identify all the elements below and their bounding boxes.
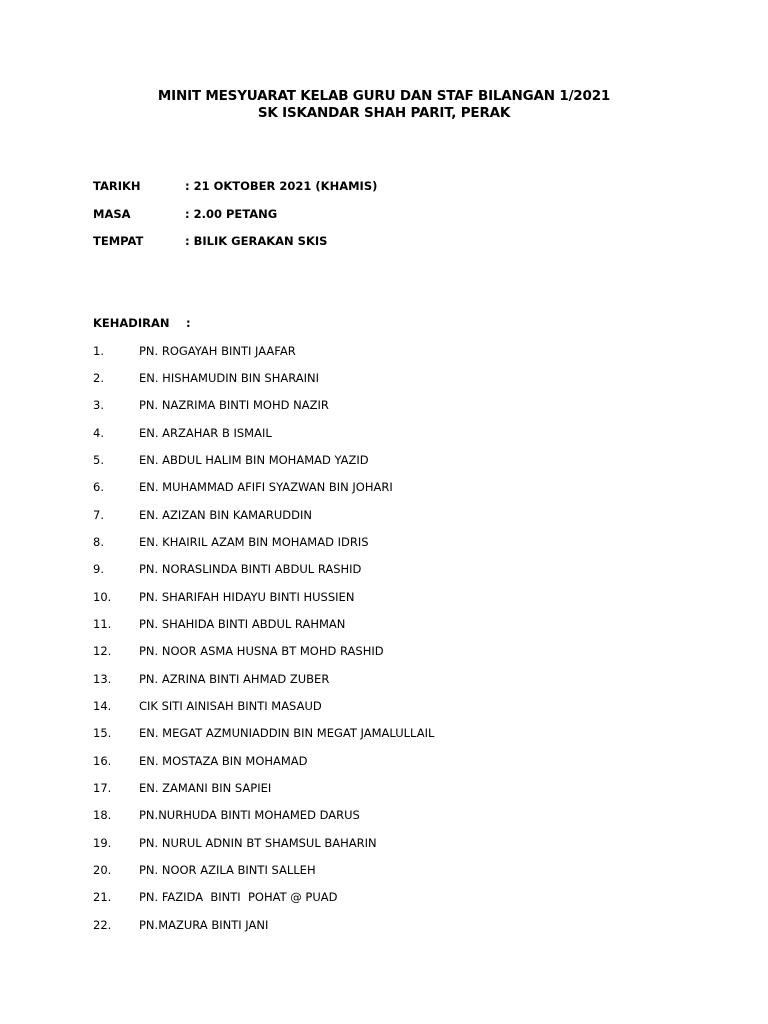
attendee-name: EN. ABDUL HALIM BIN MOHAMAD YAZID bbox=[139, 452, 369, 467]
attendee-list bbox=[93, 343, 434, 945]
list-item bbox=[93, 343, 434, 370]
attendee-number: 13. bbox=[93, 671, 112, 686]
list-item bbox=[93, 616, 434, 643]
attendee-number: 11. bbox=[93, 616, 112, 631]
attendee-name: PN.NURHUDA BINTI MOHAMED DARUS bbox=[139, 808, 360, 823]
list-item bbox=[93, 397, 434, 424]
title-line-meeting: MINIT MESYUARAT KELAB GURU DAN STAF BILANGAN 1/2021 bbox=[157, 88, 611, 104]
list-item bbox=[93, 862, 434, 889]
attendee-number: 3. bbox=[93, 398, 104, 413]
attendee-name: PN. NOOR ASMA HUSNA BT MOHD RASHID bbox=[139, 644, 384, 659]
list-item bbox=[93, 780, 434, 807]
attendee-name: EN. ZAMANI BIN SAPIEI bbox=[139, 781, 272, 795]
attendee-number: 9. bbox=[93, 562, 104, 577]
list-item bbox=[93, 479, 434, 506]
list-item bbox=[93, 561, 434, 588]
attendee-number: 17. bbox=[93, 781, 112, 795]
attendee-name: PN. ROGAYAH BINTI JAAFAR bbox=[139, 343, 296, 358]
attendee-name: EN. KHAIRIL AZAM BIN MOHAMAD IDRIS bbox=[139, 534, 369, 549]
list-item bbox=[93, 643, 434, 670]
list-item bbox=[93, 452, 434, 479]
list-item bbox=[93, 698, 434, 725]
list-item bbox=[93, 725, 434, 752]
list-item bbox=[93, 671, 434, 698]
attendee-name: PN. NORASLINDA BINTI ABDUL RASHID bbox=[139, 562, 362, 577]
meta-label-place: TEMPAT bbox=[93, 234, 144, 248]
attendee-number: 22. bbox=[93, 917, 112, 932]
attendee-name: PN.MAZURA BINTI JANI bbox=[139, 917, 269, 932]
meeting-details bbox=[93, 178, 377, 261]
attendance-label: KEHADIRAN bbox=[93, 316, 170, 330]
attendee-number: 21. bbox=[93, 890, 112, 905]
list-item bbox=[93, 425, 434, 452]
title-line-school: SK ISKANDAR SHAH PARIT, PERAK bbox=[257, 105, 511, 121]
meta-label-time: MASA bbox=[93, 206, 131, 221]
attendee-number: 7. bbox=[93, 507, 104, 522]
attendee-name: PN. AZRINA BINTI AHMAD ZUBER bbox=[139, 671, 330, 686]
attendance-header bbox=[93, 315, 434, 343]
attendee-number: 20. bbox=[93, 863, 112, 878]
attendee-name: PN. SHAHIDA BINTI ABDUL RAHMAN bbox=[139, 616, 346, 631]
attendee-number: 16. bbox=[93, 753, 112, 768]
attendee-name: EN. ARZAHAR B ISMAIL bbox=[139, 425, 272, 440]
attendee-name: CIK SITI AINISAH BINTI MASAUD bbox=[139, 698, 322, 713]
attendee-number: 1. bbox=[93, 343, 104, 358]
meta-row-place bbox=[93, 233, 377, 261]
attendee-number: 12. bbox=[93, 644, 112, 659]
attendee-number: 19. bbox=[93, 835, 112, 850]
attendance-section bbox=[93, 315, 434, 944]
meta-row-date bbox=[93, 178, 377, 206]
attendee-number: 15. bbox=[93, 726, 112, 741]
meta-row-time bbox=[93, 206, 377, 234]
list-item bbox=[93, 507, 434, 534]
attendee-name: PN. NURUL ADNIN BT SHAMSUL BAHARIN bbox=[139, 835, 377, 850]
attendee-name: EN. MOSTAZA BIN MOHAMAD bbox=[139, 753, 308, 768]
list-item bbox=[93, 370, 434, 397]
attendee-name: EN. AZIZAN BIN KAMARUDDIN bbox=[139, 507, 312, 522]
meta-value-date: : 21 OKTOBER 2021 (KHAMIS) bbox=[185, 179, 378, 193]
attendee-number: 6. bbox=[93, 480, 104, 495]
attendee-name: EN. MEGAT AZMUNIADDIN BIN MEGAT JAMALULLAIL bbox=[139, 726, 435, 741]
list-item bbox=[93, 753, 434, 780]
list-item bbox=[93, 917, 434, 944]
list-item bbox=[93, 589, 434, 616]
list-item bbox=[93, 889, 434, 916]
attendee-name: EN. HISHAMUDIN BIN SHARAINI bbox=[139, 370, 320, 385]
meta-value-place: : BILIK GERAKAN SKIS bbox=[185, 234, 328, 248]
attendee-number: 18. bbox=[93, 808, 112, 823]
attendance-colon: : bbox=[186, 316, 191, 330]
attendee-number: 4. bbox=[93, 425, 104, 440]
attendee-name: PN. SHARIFAH HIDAYU BINTI HUSSIEN bbox=[139, 589, 355, 604]
meta-label-date: TARIKH bbox=[93, 179, 141, 193]
attendee-number: 2. bbox=[93, 370, 104, 385]
attendee-name: PN. NOOR AZILA BINTI SALLEH bbox=[139, 863, 316, 878]
attendee-number: 14. bbox=[93, 698, 112, 713]
list-item bbox=[93, 534, 434, 561]
meta-value-time: : 2.00 PETANG bbox=[185, 206, 278, 221]
attendee-number: 10. bbox=[93, 589, 112, 604]
list-item bbox=[93, 807, 434, 834]
document-title bbox=[0, 88, 768, 122]
attendee-name: PN. FAZIDA BINTI POHAT @ PUAD bbox=[139, 890, 338, 905]
attendee-number: 8. bbox=[93, 534, 104, 549]
attendee-name: EN. MUHAMMAD AFIFI SYAZWAN BIN JOHARI bbox=[139, 480, 393, 495]
attendee-number: 5. bbox=[93, 452, 104, 467]
attendee-name: PN. NAZRIMA BINTI MOHD NAZIR bbox=[139, 398, 329, 413]
list-item bbox=[93, 835, 434, 862]
